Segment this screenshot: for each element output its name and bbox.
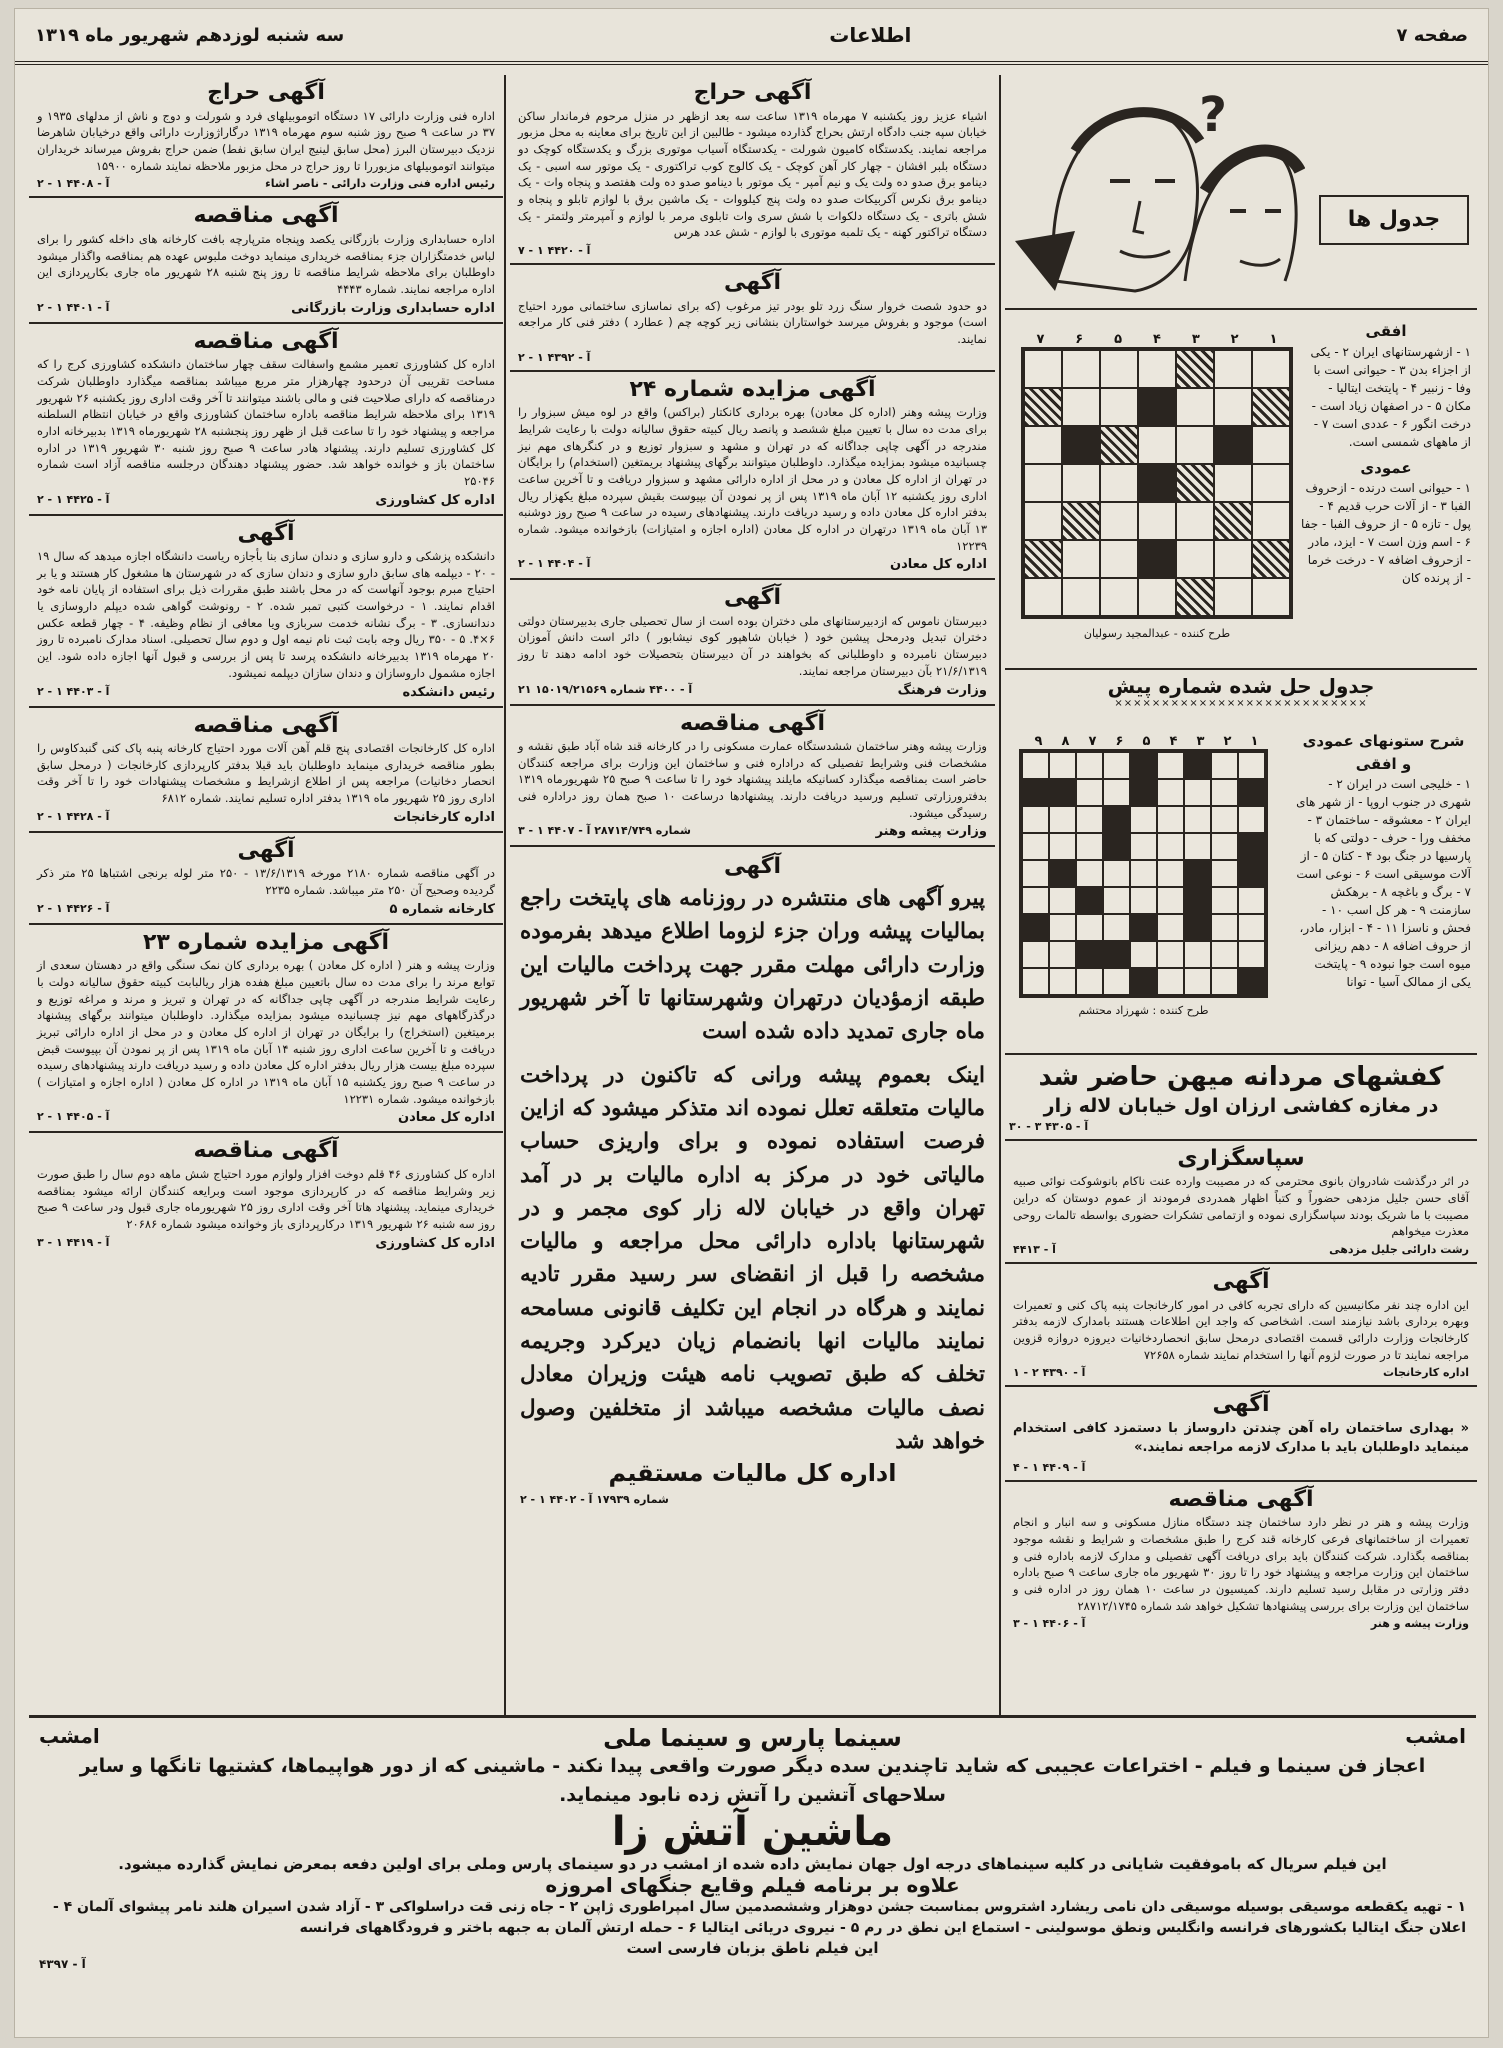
tender-notice — [510, 706, 995, 848]
tonight-label-right: امشب — [1405, 1724, 1466, 1748]
solved-grid-cell — [1157, 860, 1184, 887]
solved-grid-cell — [1130, 833, 1157, 860]
ad-code: آ - ۴۳۹۷ — [39, 1957, 86, 1971]
ad-org: اداره کارخانجات — [393, 809, 495, 825]
ad-title: آگهی مناقصه — [193, 712, 339, 738]
solved-grid-cell — [1184, 833, 1211, 860]
ad-footer — [1009, 1120, 1473, 1133]
solved-grid-cell — [1238, 752, 1265, 779]
ad-code: آ - ۴۳۹۲ ۱ - ۲ — [518, 350, 591, 364]
cinema-tagline: اعجاز فن سینما و فیلم - اختراعات عجیبی که شاید تاچندین سده دیگر صورت واقعی پیدا نکند - ماشینی که از دور هواپیماها، کشتیها تانگها و سایر سلاحهای آتشین را آتش زده نابود مینماید. — [79, 1755, 1426, 1806]
ad-org: کارخانه شماره ۵ — [389, 901, 495, 917]
solved-grid-cell — [1049, 752, 1076, 779]
solved-grid-cell — [1184, 779, 1211, 806]
col-num: ۲ — [1230, 332, 1239, 347]
ad-code: آ - ۴۴۲۰ ۱ - ۷ — [518, 243, 591, 257]
ad-code: شماره ۱۷۹۳۹ آ - ۴۴۰۲ ۱ - ۲ — [520, 1492, 669, 1506]
ad-title: آگهی مناقصه — [193, 328, 339, 354]
ad-body: اداره کل کشاورزی تعمیر مشمع واسفالت سقف چهار ساختمان دانشکده کشاورزی کرج را که مساحت تقریبی آن درحدود چهارهزار متر مربع میباشد بمناقصه میگذارد داوطلبان شرکت درمناقصه که دارای صلاحیت فنی و مالی باشند میتوانند تا آخر وقت اداری روز یکشنبه ۲۶ شهریور ۱۳۱۹ برای ملاحظه شرایط مناقصه باداره ساختمان کشاورزی واقع در خیابان انتظام السلطنه مراجعه و پیشنهاد خود را تا ساعت قبل از ظهر روز پنجشنبه ۲۸ شهریورماه ۱۳۱۹ بدبیرخانه اداره کل کشاورزی تسلیم دارند. پیشنهاد هادر ساعت ۹ صبح روز شنبه ۳۰ شهریور ۱۳۱۹ در اداره ساختمان باز و خوانده خواهد شد. حضور پیشنهاد دهندگان درجلسه مناقصه آزاد است شماره ۲۵۰۴۶ — [37, 357, 496, 488]
solved-puzzle-title: جدول حل شده شماره پیش — [1107, 674, 1375, 698]
col-num: ۹ — [1034, 734, 1043, 749]
solved-grid-cell — [1157, 914, 1184, 941]
thanks-notice — [1005, 1141, 1477, 1264]
ad-notice — [29, 516, 503, 708]
solved-grid-cell — [1184, 752, 1211, 779]
solved-grid-cell — [1184, 914, 1211, 941]
solved-grid-cell — [1130, 941, 1157, 968]
ad-body: وزارت پیشه وهنر ساختمان ششدستگاه عمارت مسکونی را در کارخانه قند شاه آباد طبق نقشه و مشخصات فنی وشرایط تفصیلی که دراداره فنی و ساختمان این وزارت برای مراجعه کنندگان حاضر است بمناقصه میگذارد کسانیکه مایلند پیشنهاد خود را تا ساعت ۹ صبح ۲۵ شهریورماه ۱۳۱۹ بدفترورزارتی تسلیم ورسید دریافت دارند. پیشنهادها درساعت ۱۰ صبح همان روز دراداره فنی رسیدگی میشود. — [518, 739, 987, 820]
shoes-ad — [1005, 1055, 1477, 1141]
ad-footer — [37, 493, 495, 508]
ad-notice — [1005, 1264, 1477, 1387]
ad-body: اداره حسابداری وزارت بازرگانی یکصد وپنجاه مترپارچه بافت کارخانه های داخله کشور را برای لباس خدمتگزاران جزء بمناقصه خریداری مینماید دوخت ملبوس عهده هم بمناقصه واگذار میشود داوطلبان برای ملاحظه شرایط مناقصه تا روز پنج شنبه ۲۸ شهریور ماه جاری بکارپردازی این اداره مراجعه نمایند. شماره ۴۴۴۳ — [37, 231, 495, 296]
solved-author: طرح کننده : شهرزاد محتشم — [1078, 1004, 1209, 1017]
ad-code: شماره ۲۸۷۱۴/۷۴۹ آ - ۴۴۰۷ ۱ - ۳ — [518, 824, 691, 838]
column-rule — [504, 75, 506, 1715]
ad-code: آ - ۴۴۰۹ ۱ - ۴ — [1013, 1460, 1086, 1474]
solved-grid-cell — [1022, 833, 1049, 860]
ad-org: رشت دارائی جلیل مزدهی — [1329, 1243, 1469, 1257]
ad-title: آگهی — [723, 854, 782, 880]
ad-title: آگهی — [237, 520, 295, 546]
solved-grid-cell — [1157, 968, 1184, 995]
solved-grid-cell — [1022, 779, 1049, 806]
col-num: ۸ — [1061, 734, 1070, 749]
ad-org: وزارت فرهنگ — [897, 682, 987, 698]
ad-title: آگهی — [237, 837, 295, 863]
solved-grid-cell — [1103, 887, 1130, 914]
solved-column-numbers — [1025, 734, 1268, 749]
tonight-label-left: امشب — [39, 1724, 100, 1748]
ad-org: رئیس دانشکده — [402, 684, 495, 700]
solved-grid-cell — [1103, 752, 1130, 779]
svg-text:?: ? — [1199, 87, 1227, 143]
ad-footer — [1013, 1617, 1469, 1630]
crossword-clues — [1301, 320, 1471, 587]
solved-grid-cell — [1103, 833, 1130, 860]
solved-grid-cell — [1049, 860, 1076, 887]
solved-grid-cell — [1076, 968, 1103, 995]
solved-puzzle — [1005, 670, 1477, 1055]
solved-grid-cell — [1103, 968, 1130, 995]
col-num: ۴ — [1152, 332, 1161, 347]
ad-org: وزارت پیشه وهنر — [875, 824, 987, 840]
divider-x: ××××××××××××××××××××××××××× — [1114, 698, 1368, 709]
solved-grid-cell — [1211, 941, 1238, 968]
ad-code: آ - ۴۴۱۹ ۱ - ۳ — [37, 1235, 110, 1249]
middle-column — [510, 75, 995, 1512]
ad-body: وزارت پیشه و هنر در نظر دارد ساختمان چند دستگاه منازل مسکونی و سه انبار و انجام تعمیرات از ساختمانهای فرعی کارخانه قند کرج را طبق مشخصات و شرایط و نقشه موجود بمناقصه بگذارد. شرکت کنندگان باید برای دریافت آگهی تفصیلی و مدارک لازمه باداره فنی و ساختمان این وزارت مراجعه و پیشنهاد خود را تا روز ۳۰ شهریور ماه جاری ساعت ۹ صبح باداره دفتر وزارتی در مقابل رسید تسلیم دارند. کمیسیون در ساعت ۱۰ همان روز در اداره فنی و ساختمان این وزارت برای بررسی پیشنهادها تشکیل خواهد شد شماره ۲۸۷۱۲/۱۷۴۵ — [1013, 1515, 1470, 1613]
solved-grid-cell — [1184, 941, 1211, 968]
ad-org: اداره کل معادن — [890, 557, 987, 573]
page-number: صفحه ۷ — [1396, 24, 1468, 46]
tender-notice — [29, 324, 503, 516]
ad-footer — [37, 902, 495, 917]
solved-grid-wrap — [1019, 734, 1268, 1017]
ad-notice — [1005, 1387, 1477, 1481]
ad-footer — [37, 177, 495, 190]
solved-grid-cell — [1211, 914, 1238, 941]
ad-code: آ - ۴۴۲۵ ۱ - ۲ — [37, 492, 110, 506]
ad-org: اداره کل معادن — [398, 1110, 495, 1126]
ad-code: آ - ۴۳۰۵ ۳ - ۳۰ — [1009, 1119, 1089, 1133]
solved-grid-cell — [1211, 887, 1238, 914]
down-clues: ۱ - حیوانی است درنده - ازحروف الفبا ۳ - از آلات حرب قدیم ۴ - پول - تازه ۵ - از حروف الفبا - جفا ۶ - اسم وزن است ۷ - ایزد، مادر - ازحروف اضافه ۷ - درخت خرما - از پرنده کان — [1301, 481, 1471, 585]
crossword-column-numbers — [1021, 332, 1293, 347]
solved-grid-cell — [1049, 779, 1076, 806]
solved-clues-heading: شرح ستونهای عمودی و افقی — [1302, 732, 1465, 773]
tender-notice — [29, 1133, 503, 1256]
solved-grid-cell — [1184, 968, 1211, 995]
solved-grid-cell — [1157, 941, 1184, 968]
tender-notice — [1005, 1482, 1477, 1637]
solved-grid-cell — [1211, 833, 1238, 860]
ad-title: آگهی — [723, 585, 782, 611]
ad-title: آگهی — [723, 269, 782, 295]
solved-grid-cell — [1238, 968, 1265, 995]
solved-grid-cell — [1049, 887, 1076, 914]
solved-grid-cell — [1049, 833, 1076, 860]
cinema-newsreel-list: ۱ - تهیه یکقطعه موسیقی بوسیله موسیقی دان نامی ریشارد اشتروس بمناسبت جشن دوهزار وششصدمین سال امپراطوری ژاپن ۲ - جاه زنی قت دراسلواکی ۳ - آزاد شدن اسیران هلند نامر پیشوای آلمان ۴ - اعلان جنگ ایتالیا بکشورهای فرانسه وانگلیس ونطق موسولینی - استماع این نطق در رم ۵ - نیروی دریائی ایتالیا ۶ - حمله ارتش آلمان به جبهه باختر و فرودگاههای فرانسه — [52, 1899, 1466, 1936]
shoes-headline: کفشهای مردانه میهن حاضر شد — [1038, 1062, 1444, 1092]
solved-grid-cell — [1130, 914, 1157, 941]
ad-org: اداره حسابداری وزارت بازرگانی — [291, 300, 495, 316]
solved-grid-cell — [1238, 887, 1265, 914]
solved-grid-cell — [1103, 941, 1130, 968]
ad-org: اداره کل کشاورزی — [375, 1235, 495, 1251]
cinema-language-note: این فیلم ناطق بزبان فارسی است — [626, 1939, 879, 1957]
ad-footer — [1013, 1243, 1469, 1256]
solved-grid-cell — [1022, 887, 1049, 914]
ad-footer — [1013, 1366, 1469, 1379]
ad-footer — [37, 685, 495, 700]
tax-notice-para2: اینک بعموم پیشه ورانی که تاکنون در پرداخت مالیات متعلقه تعلل نموده اند متذکر میشود که ازاین فرصت استفاده نموده و برای واریزی حساب مالیاتی خود در مرکز به اداره مالیات بر در آمد تهران واقع در خیابان لاله زار کوی مجمر و در شهرستانها باداره دارائی محل مراجعه و مالیات مشخصه را قبل از انقضای سر رسید مقرر تادیه نمایند و هرگاه در انجام این تکلیف قانونی مسامحه نمایند مالیات انها بانضمام زیان دیرکرد وجریمه تخلف که طبق تصویب نامه هیئت وزیران معادل نصف مالیات مشخصه میباشد از متخلفین وصول خواهد شد — [520, 1062, 985, 1455]
auction-notice — [29, 75, 503, 198]
tax-notice-org: اداره کل مالیات مستقیم — [608, 1459, 897, 1488]
ad-body: دبیرستان ناموس که ازدبیرستانهای ملی دختران بوده است از سال تحصیلی جاری بدبیرستان دولتی دختران تبدیل ودرمحل پیشین خود ( خیابان شاهپور کوی نیشابور ) دائر است دانش آموزان دبیرستان نامبرده و داوطلبانی که بخواهند در آن دبیرستان بتحصیلات خود ادامه دهند تا روز ۲۱/۶/۱۳۱۹ بآن دبیرستان مراجعه نمایند. — [518, 613, 987, 678]
col-num: ۶ — [1075, 332, 1084, 347]
solved-grid-cell — [1076, 833, 1103, 860]
solved-grid-cell — [1022, 860, 1049, 887]
solved-grid-cell — [1076, 779, 1103, 806]
solved-grid-cell — [1049, 941, 1076, 968]
ad-org: رئیس اداره فنی وزارت دارائی - ناصر اشاء — [265, 177, 495, 191]
cinema-ad — [29, 1715, 1476, 2035]
solved-grid-cell — [1076, 752, 1103, 779]
across-heading: افقی — [1365, 322, 1407, 340]
ad-footer — [518, 824, 987, 839]
two-faces-illustration — [1015, 81, 1305, 301]
solved-grid-cell — [1238, 914, 1265, 941]
solved-clues-text: ۱ - خلیجی است در ایران ۲ - شهری در جنوب اروپا - از شهر های ایران ۲ - معشوقه - ساختمان ۳ - مخفف ورا - حرف - دولتی که با پارسیها در جنگ بود ۴ - کتان ۵ - از آلات موسیقی است ۶ - نوعی است ۷ - برگ و باغچه ۸ - برهکش سازمنت ۹ - هر کل اسب ۱۰ - فحش و ناسزا ۱۱ - ۴ - ابزار، مادر، از حروف اضافه ۸ - دهم ریزانی میوه است جوا نبوده ۹ - پایتخت یکی از ممالک آسیا - توانا — [1296, 777, 1471, 989]
tender-notice — [29, 198, 503, 323]
ad-code: آ - ۴۴۲۸ ۱ - ۲ — [37, 809, 110, 823]
col-num: ۵ — [1114, 332, 1123, 347]
cinema-description: این فیلم سریال که باموفقیت شایانی در کلیه سینماهای درجه اول جهان نمایش داده شده از امشب در دو سینمای پارس وملی برای اولین دفعه بمعرض نمایش گذارده میشود. — [118, 1855, 1387, 1873]
left-column — [29, 75, 503, 1257]
solved-grid-cell — [1184, 887, 1211, 914]
ad-footer — [518, 351, 987, 364]
ad-code: آ - ۴۴۰۰ شماره ۱۵۰۱۹/۲۱۵۶۹ ۲۱ — [518, 682, 693, 696]
col-num: ۵ — [1142, 734, 1151, 749]
solved-grid — [1019, 749, 1268, 998]
issue-date: سه شنبه لوزدهم شهریور ماه ۱۳۱۹ — [35, 24, 345, 46]
solved-grid-cell — [1238, 833, 1265, 860]
solved-grid-cell — [1184, 806, 1211, 833]
ad-title: آگهی حراج — [693, 80, 812, 105]
ad-footer — [518, 557, 987, 572]
ad-body: وزارت پیشه وهنر (اداره کل معادن) بهره برداری کانکتار (براکس) واقع در لوه میش سبزوار را برای مدت ده سال با تعیین مبلغ ششصد و پانصد ریال کبیته حقوق سالیانه دولت با رعایت شرایط مندرجه در آگهی چاپی جداگانه که در تهران و مشهد و سبزوار توزیع و در کنگرهای مهم نیز چسبانیده میشود بمزایده میگذارد. داوطلبان میتوانند برگهای پیشنهاد بریمتغین (استخدام) را برایگان در تهران از اداره کل معادن و در محل از اداره دارائی مشهد و سبزوار دریافت و تا آخرین ساعت اداری روز یکشنبه ۱۲ آبان ماه ۱۳۱۹ پس از پر نمودن آن بپیوست بقیش سپرده مبلغ یکهزار ریال بدفتر اداره کل معادن داده و رسید دریافت دارند. پیشنهادهای رسیده در ساعت ۹ صبح روز دوشنبه ۱۳ آبان ماه ۱۳۱۹ درتهران در اداره کل معادن (اداره اجازه و امتیازات) بازخوانده میشود. شماره ۱۲۲۳۹ — [518, 405, 987, 553]
solved-grid-cell — [1130, 806, 1157, 833]
col-num: ۴ — [1169, 734, 1178, 749]
ad-title: آگهی مزایده شماره ۲۴ — [629, 376, 876, 402]
tender-notice — [29, 708, 503, 833]
ad-footer — [37, 1110, 495, 1125]
ad-footer — [518, 683, 987, 698]
solved-grid-cell — [1103, 806, 1130, 833]
ad-title: آگهی مزایده شماره ۲۳ — [142, 929, 390, 955]
ad-body: وزارت پیشه و هنر ( اداره کل معادن ) بهره برداری کان نمک سنگی واقع در دهستان سعدی از توابع مرند را برای مدت ده سال باتعیین مبلغ هفده هزار ریالبابت کبیته حقوق سالیانه دولت با رعایت شرایط مندرجه در آگهی چاپی جداگانه که در تهران و تبریز و مرند و مراغه توزیع و درگذرگاههای مهم نیز چسبانیده میشود بمزایده میگذارد. داوطلبان میتوانند برگهای پیشنهاد برمیتغین (استخراج) را برایگان در تهران از اداره کل معادن و در محل از اداره دارائی تبریز دریافت و تا آخرین ساعت اداری روز شنبه ۱۴ آبان ماه ۱۳۱۹ پس از پر نمودن آن بپیوست قبض سپرده مبلغ بیست هزار ریال بدفتر اداره کل معادن داده و رسید دریافت دارند پیشنهادهای رسیده در ساعت ۹ صبح روز یکشنبه ۱۵ آبان ماه ۱۳۱۹ در اداره کل معادن ( اداره اجازه و امتیازات ) بازخوانده میشود. شماره ۱۲۲۳۱ — [37, 958, 495, 1106]
solved-clues — [1296, 730, 1471, 991]
puzzle-section-title: جدول ها — [1319, 195, 1469, 245]
solved-grid-cell — [1022, 968, 1049, 995]
ad-body: اشیاء عزیز روز یکشنبه ۷ مهرماه ۱۳۱۹ ساعت سه بعد ازظهر در منزل مرحوم فرماندار ساکن خیابان سپه جنب دادگاه ارتش بحراج گذارده میشود - طالبین از این تاریخ برای معاینه به محل مزبور مراجعه نمایند. یکدستگاه کامیون شورلت - یکدستگاه آسیاب موتوری بزرگ و یکدستگاه کوچک دو دستگاه بلبر افشان - چهار کار آهن کوچک - یک کالوج کوب تراکتوری - یک موتور سه اسبی - یک دینامو برق صدو ده ولت یک و نیم آمپر - یک موتور با دینامو صدو ده ولت هفتصد و پنجاه وات - یک دینامو برق نکرس آکربیکات صدو ده ولت پنج کیلووات - یک ماشین برق با لوازم تابلو و پنجاه و شش باتری - یک دستگاه دلکوات با شش سری وات تابلوی مرمر با لوازم و آمپرمتر ولتمتر - یک دستگاه تراکتور کهنه - یک تلمبه موتوری با لوازم - شش عدد هرس — [518, 108, 987, 240]
solved-grid-cell — [1211, 779, 1238, 806]
ad-footer — [520, 1493, 985, 1506]
right-column — [1005, 75, 1477, 1636]
solved-grid-cell — [1157, 779, 1184, 806]
ad-code: آ - ۴۴۰۸ ۱ - ۲ — [37, 177, 110, 191]
ad-code: آ - ۴۴۱۳ — [1013, 1243, 1056, 1257]
ad-title: سپاسگزاری — [1177, 1145, 1305, 1171]
solved-grid-cell — [1238, 779, 1265, 806]
tax-notice — [510, 847, 995, 1511]
shoes-address: در مغازه کفاشی ارزان اول خیابان لاله زار — [1043, 1094, 1439, 1117]
solved-grid-cell — [1157, 752, 1184, 779]
solved-grid-cell — [1103, 779, 1130, 806]
col-num: ۳ — [1196, 734, 1205, 749]
ad-code: آ - ۴۴۰۴ ۱ - ۲ — [518, 557, 591, 571]
solved-grid-cell — [1049, 914, 1076, 941]
solved-grid-cell — [1157, 833, 1184, 860]
ad-footer — [37, 301, 495, 316]
ad-footer — [1013, 1461, 1469, 1474]
ad-body: دانشکده پزشکی و دارو سازی و دندان سازی بنا بأجازه ریاست دانشگاه اجازه میدهد که سال ۱۹ - ۲۰ - دیپلمه های سابق دارو سازی و دندان سازی که در شهرستان ها مشغول کار هستند و یا بر احتیاج مبرم بوجود آنهاست که در محل باشند طبق مقررات ذیل برای استفاده از پایان نامه خود اقدام نمایند. ۱ - درخواست کتبی تمبر شده. ۲ - رونوشت گواهی شده دیپلم داروسازی یا دندانسازی. ۳ - برگ نشانه خدمت سربازی ویا معافی از نظام وظیفه. ۴ - چهار قطعه عکس ۶×۴. ۵ - ۳۵۰ ریال وجه بابت ثبت نام نیمه اول و دوم سال تحصیلی. اسناد مدارک نامبرده تا روز ۲۰ مهرماه ۱۳۱۹ بدبیرخانه دانشکده پرسد تا پس از بررسی و قبول آنها اجازه داده شود. این اجازه مشمول داروسازان و دندان سازان دیپلمه نمیشود. — [37, 549, 496, 680]
solved-grid-cell — [1076, 806, 1103, 833]
col-num: ۲ — [1223, 734, 1232, 749]
solved-grid-cell — [1022, 752, 1049, 779]
ad-body: در اثر درگذشت شادروان بانوی محترمی که در مصیبت وارده عنت ناکام بانوشوکت نوائی صبیه آقای حسن جلیل مزدهی حضوراً و کتباً اظهار همدردی فرمودند از عموم دوستان که دراین مصیبت با ما شریک بودند سپاسگزاری نموده و ازتمامی تشکرات حضوری بواسطه تالمات روحی معذرت میخواهم — [1013, 1174, 1469, 1239]
solved-grid-cell — [1049, 968, 1076, 995]
ad-title: آگهی مناقصه — [679, 710, 826, 736]
ad-body: اداره فنی وزارت دارائی ۱۷ دستگاه اتوموبیلهای فرد و شورلت و دوج و ناش از مدلهای ۱۹۳۵ و ۳۷ در ساعت ۹ صبح روز شنبه سوم مهرماه ۱۳۱۹ درگاراژوزارت دارائی واقع درخیابان شاهرضا نزدیک دبیرستان البرز (محل سابق لینیج ایران سابق نفط) ضمن حراج بفروش میرساند خریداران میتوانند اتوموبیلهای مزبوررا تا روز حراج در محل مزبور ملاحظه نمایند شماره ۱۵۹۰۰ — [37, 108, 496, 173]
solved-grid-cell — [1130, 779, 1157, 806]
ad-notice — [29, 833, 503, 925]
solved-grid-cell — [1103, 860, 1130, 887]
solved-grid-cell — [1130, 752, 1157, 779]
col-num: ۶ — [1115, 734, 1124, 749]
crossword-grid — [1021, 347, 1293, 619]
solved-grid-cell — [1076, 860, 1103, 887]
masthead — [15, 9, 1488, 65]
puzzle-header — [1005, 75, 1477, 310]
ad-code: آ - ۴۳۹۰ ۲ - ۱ — [1013, 1366, 1086, 1380]
ad-notice — [510, 580, 995, 705]
solved-grid-cell — [1238, 860, 1265, 887]
solved-grid-cell — [1211, 968, 1238, 995]
ad-title: آگهی مناقصه — [193, 1138, 339, 1164]
ad-title: آگهی — [1212, 1392, 1270, 1418]
solved-grid-cell — [1184, 860, 1211, 887]
solved-grid-cell — [1076, 887, 1103, 914]
auction-notice — [510, 75, 995, 265]
ad-footer — [37, 1236, 495, 1251]
col-num: ۱ — [1269, 332, 1278, 347]
ad-code: آ - ۴۴۰۵ ۱ - ۲ — [37, 1110, 110, 1124]
ad-org: اداره کل کشاورزی — [375, 492, 495, 508]
newspaper-page — [14, 8, 1489, 2038]
ad-title: آگهی حراج — [207, 80, 325, 105]
solved-grid-cell — [1157, 806, 1184, 833]
solved-grid-cell — [1076, 914, 1103, 941]
solved-grid-cell — [1238, 941, 1265, 968]
ad-footer — [37, 810, 495, 825]
solved-grid-cell — [1103, 914, 1130, 941]
solved-grid-cell — [1049, 806, 1076, 833]
ad-code: آ - ۴۴۰۶ ۱ - ۳ — [1013, 1617, 1086, 1631]
crossword-author: طرح کننده - عبدالمجید رسولیان — [1083, 627, 1231, 640]
solved-grid-cell — [1211, 752, 1238, 779]
ad-title: آگهی مناقصه — [193, 203, 339, 229]
ad-body: اداره کل کارخانجات اقتصادی پنج قلم آهن آلات مورد احتیاج کارخانه پنبه پاک کنی گنبدکاوس را بطور مناقصه خریداری مینماید داوطلبان باید قبلا بدفتر کارپردازی کارخانجات ( درمحل سابق انحصار دخانیات) مراجعه پس از اطلاع ازشرایط و مشخصات پیشنهادات خود را تا آخر وقت اداری روز ۲۵ شهریور ماه ۱۳۱۹ بدفتر اداره تسلیم نمایند. شماره ۶۸۱۲ — [37, 741, 495, 806]
cinema-venue: سینما پارس و سینما ملی — [603, 1724, 902, 1752]
col-num: ۷ — [1088, 734, 1097, 749]
solved-grid-cell — [1211, 860, 1238, 887]
ad-body: « بهداری ساختمان راه آهن چندتن داروساز با دستمزد کافی استخدام مینماید داوطلبان باید با مدارک لازمه مراجعه نمایند.» — [1013, 1420, 1469, 1455]
bid-notice — [29, 925, 503, 1134]
column-rule — [999, 75, 1001, 1715]
col-num: ۳ — [1191, 332, 1200, 347]
solved-grid-cell — [1022, 941, 1049, 968]
ad-org: وزارت پیشه و هنر — [1370, 1617, 1469, 1631]
tax-notice-para1: پیرو آگهی های منتشره در روزنامه های پایتخت راجع بمالیات پیشه وران جزء لزوما اطلاع میدهد بفرموده وزارت دارائی مهلت مقرر جهت پرداخت مالیات این طبقه ازمؤدیان درتهران وشهرستانها تا آخر شهریور ماه جاری تمدید داده شده است — [520, 886, 985, 1045]
solved-grid-cell — [1022, 914, 1049, 941]
solved-grid-cell — [1130, 968, 1157, 995]
newspaper-title: اطلاعات — [829, 23, 912, 47]
col-num: ۷ — [1036, 332, 1045, 347]
solved-grid-cell — [1211, 806, 1238, 833]
cinema-newsreel-heading: علاوه بر برنامه فیلم وقایع جنگهای امروزه — [545, 1873, 960, 1897]
ad-notice — [510, 265, 995, 372]
ad-body: دو حدود شصت خروار سنگ زرد تلو بودر تیز مرغوب (که برای نماسازی ساختمانی مورد احتیاج است) موجود و بفروش میرسد خواستاران بنشانی زیر کوچه چم ( عطارد ) دفتر فنی کار مراجعه نمایند. — [518, 298, 987, 346]
ad-body: اداره کل کشاورزی ۴۶ قلم دوخت افزار ولوازم مورد احتیاج شش ماهه دوم سال را طبق صورت زیر وشرایط مناقصه که در کارپردازی موجود است وبرایعه کنندگان ارائه میشود بمناقصه خریداری مینماید. پیشنهاد هاتا آخر وقت اداری روز ۲۵ شهریورماه جاری قبول ودر ساعت ۹ صبح روز سه شنبه ۲۶ شهریور ۱۳۱۹ درکارپردازی باز وخوانده میشود شماره ۲۰۶۸۶ — [37, 1166, 496, 1231]
solved-grid-cell — [1076, 941, 1103, 968]
crossword-puzzle — [1005, 310, 1477, 670]
ad-title: آگهی — [1212, 1269, 1270, 1295]
ad-title: آگهی مناقصه — [1168, 1486, 1314, 1512]
across-clues: ۱ - ازشهرستانهای ایران ۲ - یکی از اجزاء بدن ۳ - حیوانی است با وفا - زنبیر ۴ - پایتخت ایتالیا - مکان ۵ - در اصفهان زیاد است - درخت انگور ۶ - عددی است ۷ - از ماههای شمسی است. — [1310, 344, 1471, 449]
ad-code: آ - ۴۴۲۶ ۱ - ۲ — [37, 901, 110, 915]
ad-body: در آگهی مناقصه شماره ۲۱۸۰ مورخه ۱۳/۶/۱۳۱۹ - ۲۵۰ متر لوله برنجی اشتباها ۲۵ متر ذکر گردیده وصحیح آن ۲۵۰ متر میباشد. شماره ۲۲۳۵ — [37, 866, 495, 898]
solved-grid-cell — [1157, 887, 1184, 914]
ad-body: این اداره چند نفر مکانیسین که دارای تجربه کافی در امور کارخانجات پنبه پاک کنی و تعمیرات وبهره برداری باشد نیازمند است. اشخاصی که واجد این اطلاعات هستند بامدارک لازمه بدفتر کارخانجات وزارت دارائی قسمت اقتصادی درمحل سابق انحصاردخانیات دیروزه دروازه قزوین مراجعه نمایند تا در صورت لزوم آنها را استخدام نمایند شماره ۷۲۶۵۸ — [1013, 1297, 1469, 1362]
ad-org: اداره کارخانجات — [1382, 1366, 1469, 1380]
solved-grid-cell — [1022, 806, 1049, 833]
ad-footer — [518, 244, 987, 257]
down-heading: عمودی — [1360, 458, 1412, 477]
solved-grid-cell — [1130, 887, 1157, 914]
film-title: ماشین آتش زا — [611, 1809, 894, 1855]
col-num: ۱ — [1250, 734, 1259, 749]
crossword-grid-wrap — [1021, 332, 1293, 640]
solved-grid-cell — [1238, 806, 1265, 833]
ad-code: آ - ۴۴۰۳ ۱ - ۲ — [37, 684, 110, 698]
solved-grid-cell — [1130, 860, 1157, 887]
ad-code: آ - ۴۴۰۱ ۱ - ۲ — [37, 300, 110, 314]
bid-notice — [510, 372, 995, 581]
